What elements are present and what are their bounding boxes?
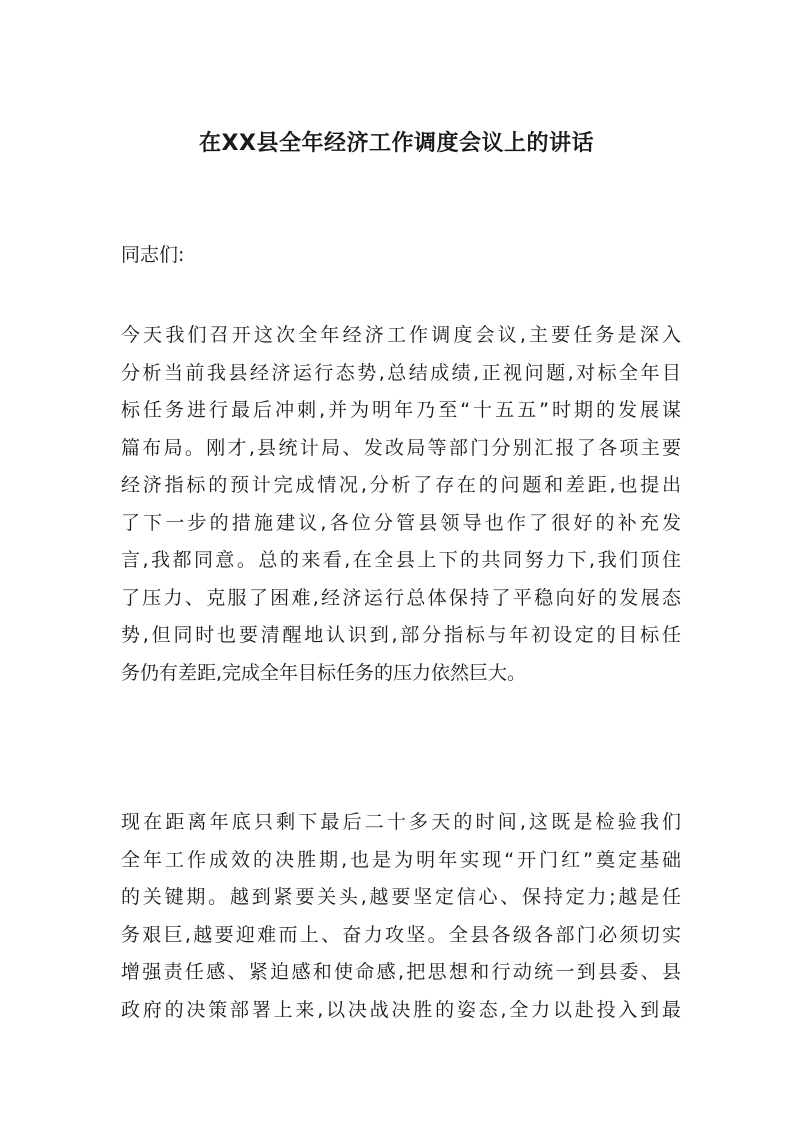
paragraph-line: 政府的决策部署上来,以决战决胜的姿态,全力以赴投入到最	[121, 998, 681, 1021]
paragraph-line: 势,但同时也要清醒地认识到,部分指标与年初设定的目标任	[121, 624, 681, 646]
paragraph-line: 现在距离年底只剩下最后二十多天的时间,这既是检验我们	[121, 811, 681, 833]
paragraph-line: 了下一步的措施建议,各位分管县领导也作了很好的补充发	[121, 511, 681, 534]
paragraph-line: 言,我都同意。总的来看,在全县上下的共同努力下,我们顶住	[121, 549, 681, 571]
paragraph-line: 了压力、克服了困难,经济运行总体保持了平稳向好的发展态	[121, 586, 681, 609]
paragraph-1	[121, 317, 681, 692]
paragraph-line: 务仍有差距,完成全年目标任务的压力依然巨大。	[121, 661, 527, 684]
paragraph-line: 标任务进行最后冲刺,并为明年乃至“十五五”时期的发展谋	[121, 399, 681, 421]
document-title: 在XX县全年经济工作调度会议上的讲话	[199, 131, 594, 156]
paragraph-line: 经济指标的预计完成情况,分析了存在的问题和差距,也提出	[121, 474, 681, 496]
paragraph-line: 的关键期。越到紧要关头,越要坚定信心、保持定力;越是任	[121, 886, 681, 908]
paragraph-line: 增强责任感、紧迫感和使命感,把思想和行动统一到县委、县	[121, 961, 681, 983]
paragraph-line: 篇布局。刚才,县统计局、发改局等部门分别汇报了各项主要	[121, 436, 681, 459]
salutation: 同志们:	[121, 244, 185, 266]
paragraph-line: 分析当前我县经济运行态势,总结成绩,正视问题,对标全年目	[121, 361, 681, 384]
paragraph-line: 务艰巨,越要迎难而上、奋力攻坚。全县各级各部门必须切实	[121, 923, 681, 946]
paragraph-line: 今天我们召开这次全年经济工作调度会议,主要任务是深入	[121, 324, 681, 346]
paragraph-2	[121, 804, 681, 1029]
paragraph-line: 全年工作成效的决胜期,也是为明年实现“开门红”奠定基础	[121, 848, 681, 871]
